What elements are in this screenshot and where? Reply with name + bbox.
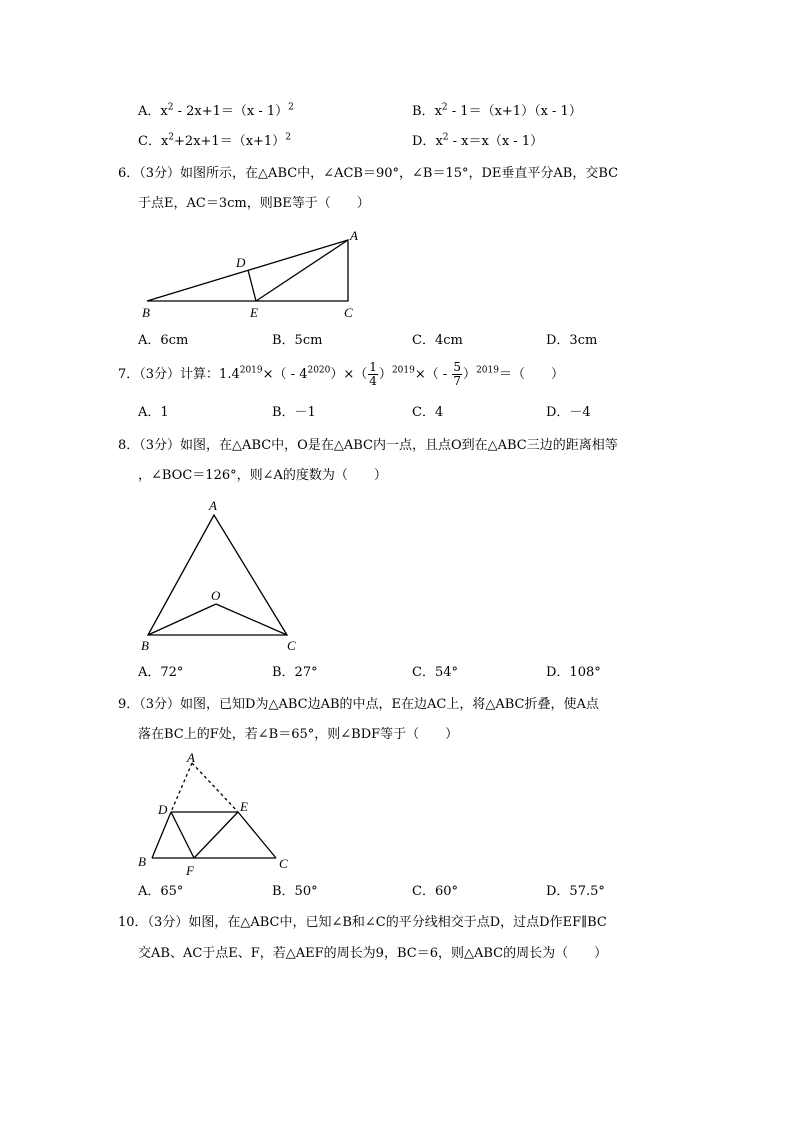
q9-segment-db — [152, 812, 171, 858]
q8-stem-line2: ，∠BOC＝126°，则∠A的度数为（ ） — [138, 468, 387, 483]
q9-option-d: D．57.5° — [546, 884, 605, 899]
q9-option-b: B．50° — [272, 884, 318, 899]
q7-option-a: A．1 — [138, 405, 169, 420]
q5-option-c: C．$x^2+2x+1=(x+1)^2$ — [138, 132, 291, 149]
q9-segment-ae-dashed — [192, 763, 238, 812]
q8-option-d: D．108° — [546, 665, 601, 680]
q5-option-d: D．$x^2 - x=x(x - 1)$ — [412, 132, 544, 149]
q9-option-a: A．65° — [138, 884, 184, 899]
q8-option-b: B．27° — [272, 665, 318, 680]
q6-label-c: C — [344, 305, 353, 320]
q7-option-d: D．－4 — [546, 405, 591, 420]
q8-label-o: O — [211, 588, 221, 603]
q8-label-a: A — [209, 498, 217, 513]
q9-stem-line1: 9．（3分）如图，已知D为△ABC边AB的中点，E在边AC上，将△ABC折叠，使A点 — [118, 697, 599, 712]
q6-label-e: E — [250, 305, 258, 320]
q9-option-c: C．60° — [412, 884, 458, 899]
q7-fraction-1: $\frac{1}{4}$ — [369, 360, 377, 388]
q6-label-a: A — [350, 228, 358, 243]
q6-stem-line2: 于点E，AC＝3cm，则BE等于（ ） — [138, 196, 370, 211]
q9-label-d: D — [158, 802, 168, 817]
q9-segment-df — [171, 812, 194, 858]
q7-option-b: B．－1 — [272, 405, 316, 420]
q7-option-c: C．4 — [412, 405, 444, 420]
q10-stem-line1: 10．（3分）如图，在△ABC中，已知∠B和∠C的平分线相交于点D，过点D作EF∥BC — [118, 915, 607, 930]
q7-stem: 7．（3分）计算：$1.4^{2019}\times( - 4^{2020})\times$（ $\frac{1}{4}$ ）$^{2019}$×（ - $\frac{5}{7}$ ）$^{2019}$＝（ ） — [118, 360, 564, 388]
q5-option-a: A．$x^2 - 2x+1=(x - 1)^2$ — [138, 102, 294, 119]
q6-label-d: D — [236, 255, 246, 270]
q5-option-b: B．$x^2 - 1=(x+1)(x - 1)$ — [412, 102, 582, 119]
q10-stem-line2: 交AB、AC于点E、F，若△AEF的周长为9，BC＝6，则△ABC的周长为（ ） — [138, 946, 608, 961]
q9-label-c: C — [279, 856, 288, 871]
q9-label-f: F — [186, 863, 194, 878]
q9-label-a: A — [187, 750, 195, 765]
q9-segment-ec — [238, 812, 276, 858]
q6-option-d: D．3cm — [546, 333, 598, 348]
q9-label-e: E — [240, 799, 248, 814]
q8-label-c: C — [287, 638, 296, 653]
q6-option-b: B．5cm — [272, 333, 323, 348]
q8-stem-line1: 8．（3分）如图，在△ABC中，O是在△ABC内一点，且点O到在△ABC三边的距离相等 — [118, 438, 618, 453]
q9-stem-line2: 落在BC上的F处，若∠B＝65°，则∠BDF等于（ ） — [138, 727, 459, 742]
q6-label-b: B — [142, 305, 150, 320]
q6-option-a: A．6cm — [138, 333, 189, 348]
q9-segment-fe — [194, 812, 238, 858]
q8-option-a: A．72° — [138, 665, 184, 680]
q8-label-b: B — [141, 638, 149, 653]
q6-stem-line1: 6．（3分）如图所示，在△ABC中，∠ACB＝90°，∠B＝15°，DE垂直平分AB，交BC — [118, 166, 619, 181]
q6-option-c: C．4cm — [412, 333, 463, 348]
q7-fraction-2: $\frac{5}{7}$ — [453, 360, 462, 388]
q8-option-c: C．54° — [412, 665, 458, 680]
q9-label-b: B — [138, 854, 146, 869]
q9-segment-ad-dashed — [171, 763, 192, 812]
